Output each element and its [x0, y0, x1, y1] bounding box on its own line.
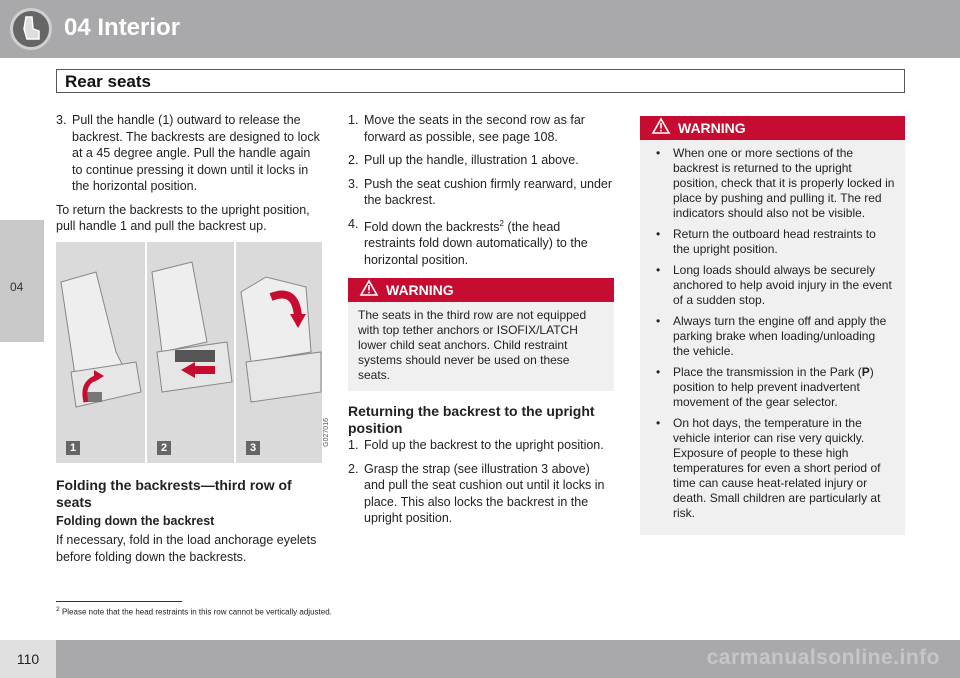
step-item: [348, 152, 614, 169]
warning-header: [348, 278, 614, 302]
step-text-post: (the head restraints fold down automatically) to the horizontal position.: [364, 219, 588, 267]
step-item: [348, 112, 614, 145]
step-number: 4.: [348, 216, 359, 231]
step-number: 3.: [348, 176, 359, 191]
step-text: Pull the handle (1) outward to release the backrest. The backrests are designed to lock at a 45 degree angle. Pull the handle again to continue pressing it down until it locks in the horizontal position.: [72, 113, 320, 193]
heading-returning-backrest: Returning the backrest to the upright position: [348, 403, 595, 437]
paragraph-anchorage: If necessary, fold in the load anchorage eyelets before folding down the backrests.: [56, 533, 317, 564]
warning-box-loading: [640, 116, 905, 535]
watermark: carmanualsonline.info: [706, 646, 940, 669]
warning-list: [640, 140, 905, 535]
step-item: [348, 437, 614, 454]
step-text: Move the seats in the second row as far forward as possible, see page 108.: [364, 113, 585, 144]
illustration-panel-3: [234, 242, 321, 463]
warning-bullet: • Always turn the engine off and apply the parking brake when loading/unloading the vehicle.: [650, 314, 895, 359]
warning-title: WARNING: [678, 119, 746, 136]
subheading-folding-down: Folding down the backrest: [56, 513, 215, 528]
warning-bullet: • When one or more sections of the backrest is returned to the upright position, check that it is properly locked in place by pushing and pulling it. The red indicators should also not be visible.: [650, 146, 895, 221]
header-bar: [0, 0, 960, 58]
step-number: 1.: [348, 438, 359, 453]
warning-triangle-icon: [360, 280, 378, 300]
panel-number: 3: [246, 441, 260, 455]
step-item: [348, 176, 614, 209]
step-item: [348, 461, 614, 527]
seat-drawing-2: [147, 242, 234, 463]
warning-bullet: • Return the outboard head restraints to the upright position.: [650, 227, 895, 257]
bullet-text-bold: P: [861, 365, 870, 379]
step-text: Grasp the strap (see illustration 3 above) and pull the seat cushion out until it locks in place. This also locks the backrest in the upright position.: [364, 461, 605, 526]
section-title: Rear seats: [56, 69, 905, 93]
step-text: Push the seat cushion firmly rearward, under the backrest.: [364, 176, 613, 207]
step-text: Fold up the backrest to the upright position.: [364, 438, 604, 453]
warning-header: [640, 116, 905, 140]
seat-illustration: [56, 242, 330, 463]
column-2: [348, 112, 614, 534]
bullet-text-post: ) position to help prevent inadvertent movement of the gear selector.: [673, 365, 874, 409]
step-text: Pull up the handle, illustration 1 above.: [364, 153, 579, 167]
column-3: [640, 112, 905, 547]
page-number: 110: [0, 640, 56, 678]
footnote-text: Please note that the head restraints in this row cannot be vertically adjusted.: [61, 607, 332, 617]
warning-title: WARNING: [386, 281, 454, 298]
warning-bullet: • Long loads should always be securely anchored to help avoid injury in the event of a sudden stop.: [650, 263, 895, 308]
step-text-pre: Fold down the backrests: [364, 219, 500, 234]
footnote-ref: 2: [499, 218, 504, 228]
warning-text: The seats in the third row are not equipped with top tether anchors or ISOFIX/LATCH lower child seat anchors. Child restraint systems should never be used on these seats.: [358, 308, 587, 383]
illustration-panel-2: [145, 242, 232, 463]
warning-box-third-row: [348, 278, 614, 391]
column-1: [56, 112, 330, 572]
warning-triangle-icon: [652, 118, 670, 138]
step-item: [56, 112, 324, 195]
step-number: 2.: [348, 461, 359, 476]
warning-bullet: • On hot days, the temperature in the vehicle interior can rise very quickly. Exposure of people to these high temperatures for even a short period of time can cause heat-related injury or death. Small children are particularly at risk.: [650, 416, 895, 521]
side-tab-label: 04: [10, 280, 24, 294]
step-number: 1.: [348, 113, 359, 127]
footnote-number: 2: [56, 606, 60, 613]
warning-bullet-park: [650, 365, 895, 410]
heading-folding-backrests: Folding the backrests—third row of seats: [56, 476, 292, 510]
step-number: 3.: [56, 113, 67, 127]
chapter-side-tab: [0, 220, 44, 342]
panel-number: 1: [66, 441, 80, 455]
figure-code: G027016: [323, 417, 330, 447]
seat-drawing-3: [236, 242, 323, 463]
step-item: [348, 216, 614, 269]
footnote: [56, 606, 332, 617]
chapter-title: 04 Interior: [64, 14, 181, 41]
panel-number: 2: [157, 441, 171, 455]
footnote-divider: [56, 601, 182, 602]
paragraph-return: To return the backrests to the upright position, pull handle 1 and pull the backrest up.: [56, 202, 310, 233]
illustration-panel-1: [56, 242, 143, 463]
bullet-text-pre: Place the transmission in the Park (: [673, 365, 862, 379]
step-number: 2.: [348, 153, 359, 167]
seat-icon: [10, 8, 52, 50]
seat-drawing-1: [56, 242, 143, 463]
footer-bar: [0, 640, 960, 678]
